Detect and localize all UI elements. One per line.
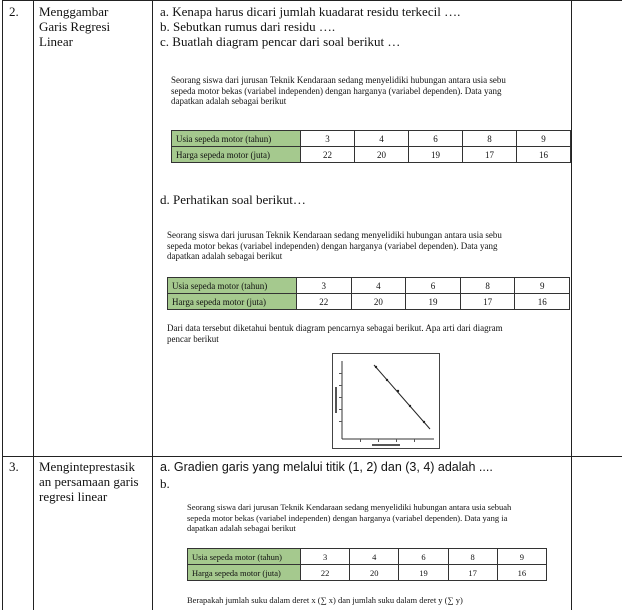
price-cell: 20: [350, 565, 399, 581]
paragraph-line: Seorang siswa dari jurusan Teknik Kendaraan sedang menyelidiki hubungan antara usia sebuah: [187, 502, 512, 512]
price-cell: 19: [406, 294, 461, 310]
scatter-plot-image: [332, 353, 440, 449]
table-right-border: [571, 0, 572, 610]
age-cell: 9: [517, 131, 571, 147]
after-table-paragraph: [167, 323, 571, 344]
age-cell: 4: [350, 549, 399, 565]
row2-topic-line1: Menggambar: [39, 4, 109, 19]
paragraph-line: sepeda motor bekas (variabel independen) dengan harganya (variabel dependen). Data yang ia: [187, 512, 508, 523]
row2-number: 2.: [9, 4, 19, 19]
age-cell: 6: [399, 549, 448, 565]
age-cell: 8: [460, 278, 515, 294]
table-row: [172, 147, 571, 163]
price-cell: 22: [297, 294, 352, 310]
price-cell: 22: [301, 147, 355, 163]
table-row: [168, 278, 570, 294]
column-divider-2: [152, 0, 153, 610]
age-cell: 3: [301, 549, 350, 565]
question-2c: c. Buatlah diagram pencar dari soal berikut …: [160, 34, 401, 49]
table-left-border: [2, 0, 3, 610]
price-cell: 17: [463, 147, 517, 163]
price-cell: 17: [460, 294, 515, 310]
age-label-cell: Usia sepeda motor (tahun): [168, 278, 297, 294]
row3-topic-line3: regresi linear: [39, 489, 108, 504]
column-divider-1: [33, 0, 34, 610]
data-table-3: [187, 548, 547, 581]
price-cell: 16: [497, 565, 546, 581]
problem-paragraph-1: [171, 75, 571, 107]
age-cell: 8: [463, 131, 517, 147]
row2-topic-line2: Garis Regresi: [39, 19, 111, 34]
paragraph-line: sepeda motor bekas (variabel independen) dengan harganya (variabel dependen). Data yang: [171, 85, 502, 96]
price-cell: 16: [517, 147, 571, 163]
age-cell: 9: [515, 278, 570, 294]
row3-number: 3.: [9, 459, 19, 474]
question-3a: a. Gradien garis yang melalui titik (1, 2) dan (3, 4) adalah ....: [160, 460, 493, 474]
age-cell: 9: [497, 549, 546, 565]
price-cell: 20: [351, 294, 406, 310]
data-table-2: [167, 277, 570, 310]
price-cell: 22: [301, 565, 350, 581]
question-3b: b.: [160, 476, 170, 491]
age-cell: 3: [297, 278, 352, 294]
price-cell: 19: [409, 147, 463, 163]
age-cell: 6: [409, 131, 463, 147]
paragraph-line: pencar berikut: [167, 333, 219, 344]
age-cell: 8: [448, 549, 497, 565]
table-row: [188, 565, 547, 581]
paragraph-line: dapatkan adalah sebagai berikut: [167, 251, 283, 261]
price-label-cell: Harga sepeda motor (juta): [168, 294, 297, 310]
paragraph-line: dapatkan adalah sebagai berikut: [171, 96, 287, 106]
price-cell: 19: [399, 565, 448, 581]
price-cell: 17: [448, 565, 497, 581]
age-label-cell: Usia sepeda motor (tahun): [172, 131, 301, 147]
price-cell: 16: [515, 294, 570, 310]
data-table-1: [171, 130, 571, 163]
table-row: [172, 131, 571, 147]
row-divider: [2, 456, 622, 457]
paragraph-line: Dari data tersebut diketahui bentuk diagram pencarnya sebagai berikut. Apa arti dari diagram: [167, 323, 503, 333]
row3-topic-line2: an persamaan garis: [39, 474, 139, 489]
question-2a: a. Kenapa harus dicari jumlah kuadarat residu terkecil ….: [160, 4, 461, 19]
table-row: [168, 294, 570, 310]
price-label-cell: Harga sepeda motor (juta): [188, 565, 301, 581]
table-top-border: [2, 0, 622, 1]
age-cell: 4: [351, 278, 406, 294]
row3-topic-line1: Menginteprestasik: [39, 459, 136, 474]
age-cell: 3: [301, 131, 355, 147]
row2-topic-line3: Linear: [39, 34, 73, 49]
paragraph-line: Seorang siswa dari jurusan Teknik Kendaraan sedang menyelidiki hubungan antara usia sebu: [167, 230, 502, 240]
table-row: [188, 549, 547, 565]
question-2d: d. Perhatikan soal berikut…: [160, 192, 306, 207]
question-2b: b. Sebutkan rumus dari residu ….: [160, 19, 336, 34]
age-cell: 4: [355, 131, 409, 147]
paragraph-line: sepeda motor bekas (variabel independen) dengan harganya (variabel dependen). Data yang: [167, 240, 498, 251]
paragraph-line: dapatkan adalah sebagai berikut: [187, 523, 296, 533]
paragraph-line: Seorang siswa dari jurusan Teknik Kendaraan sedang menyelidiki hubungan antara usia sebu: [171, 75, 506, 85]
price-label-cell: Harga sepeda motor (juta): [172, 147, 301, 163]
age-label-cell: Usia sepeda motor (tahun): [188, 549, 301, 565]
problem-paragraph-3: [187, 502, 571, 534]
age-cell: 6: [406, 278, 461, 294]
price-cell: 20: [355, 147, 409, 163]
question-3b-prompt: Berapakah jumlah suku dalam deret x (∑ x) dan jumlah suku dalam deret y (∑ y): [187, 595, 463, 605]
problem-paragraph-2: [167, 230, 571, 262]
